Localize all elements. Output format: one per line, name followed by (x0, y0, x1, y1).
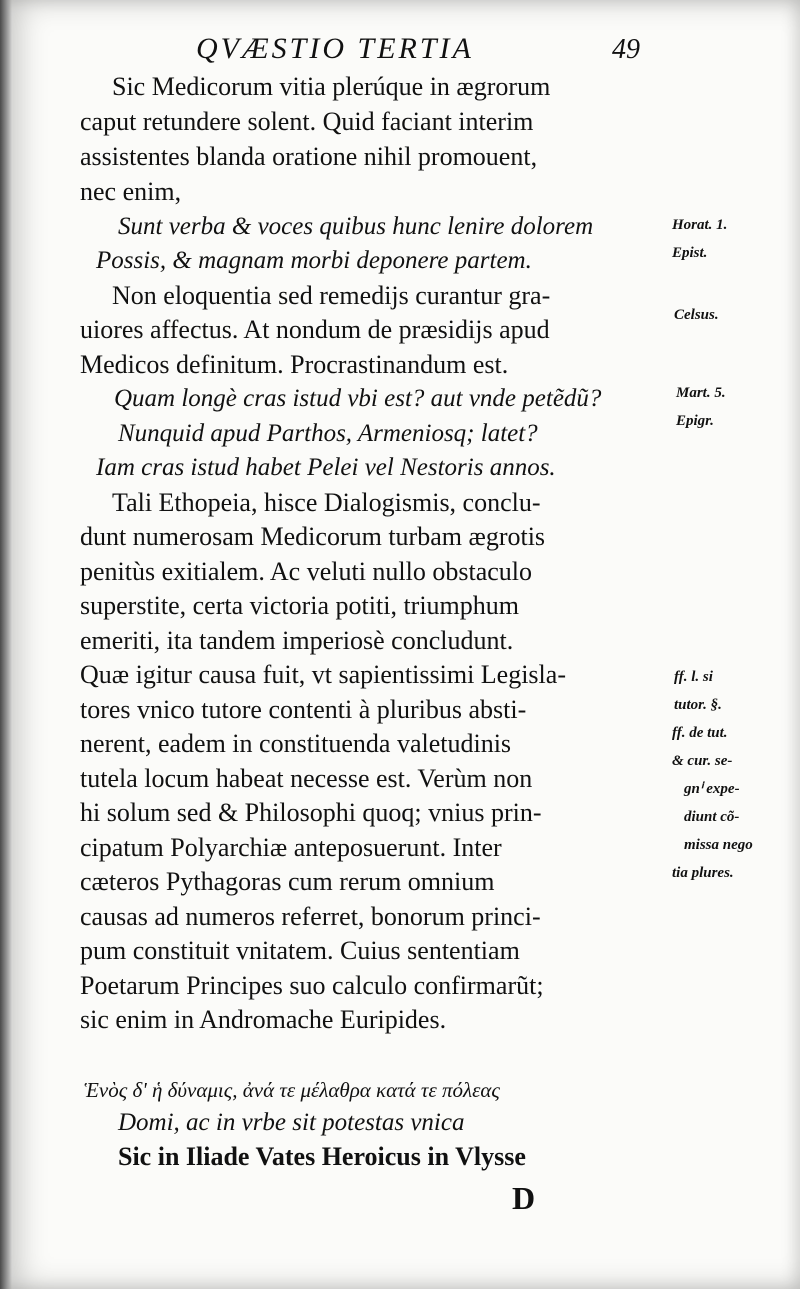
verse-line: Quam longè cras istud vbi est? aut vnde petẽdũ? (114, 385, 602, 412)
margin-note-line: Epist. (672, 245, 708, 261)
margin-note-line: Epigr. (676, 413, 714, 429)
margin-note-line: ff. l. si (674, 669, 713, 685)
body-line: tores vnico tutore contenti à pluribus absti- (80, 695, 527, 724)
body-line: nerent, eadem in constituenda valetudinis (80, 729, 512, 758)
margin-note-line: Celsus. (674, 307, 719, 323)
body-line: dunt numerosam Medicorum turbam ægrotis (80, 522, 546, 551)
verse-line: Possis, & magnam morbi deponere partem. (96, 247, 532, 274)
body-line: penitùs exitialem. Ac veluti nullo obstaculo (80, 557, 533, 586)
margin-note-line: tutor. §. (674, 697, 722, 713)
margin-note-line: Mart. 5. (676, 385, 726, 401)
body-line: hi solum sed & Philosophi quoq; vnius prin- (80, 798, 542, 827)
page-number: 49 (612, 34, 640, 65)
verse-line: Sunt verba & voces quibus hunc lenire dolorem (118, 213, 594, 240)
body-line: assistentes blanda oratione nihil promouent, (80, 142, 538, 171)
margin-note-line: Horat. 1. (672, 217, 728, 233)
body-line: cipatum Polyarchiæ anteposuerunt. Inter (80, 833, 502, 862)
body-line: causas ad numeros referret, bonorum princi- (80, 902, 541, 931)
body-line: cæteros Pythagoras cum rerum omnium (80, 867, 495, 896)
body-line: Tali Ethopeia, hisce Dialogismis, conclu- (112, 488, 541, 517)
catchword: D (512, 1180, 536, 1216)
running-header: QVÆSTIO TERTIA (196, 32, 474, 65)
body-line: Poetarum Principes suo calculo confirmarũt; (80, 971, 544, 1000)
margin-note-line: tia plures. (672, 865, 734, 881)
body-line: Sic in Iliade Vates Heroicus in Vlysse (118, 1142, 526, 1171)
margin-note-line: & cur. se- (672, 753, 733, 769)
body-line: Sic Medicorum vitia plerúque in ægrorum (112, 72, 551, 101)
margin-note-line: gnⁱ expe- (684, 781, 740, 797)
body-line: emeriti, ita tandem imperiosè concludunt. (80, 626, 514, 655)
body-line: superstite, certa victoria potiti, triumphum (80, 591, 520, 620)
body-line: tutela locum habeat necesse est. Verùm non (80, 764, 533, 793)
greek-quote-line: Ἑνὸς δ' ἡ δύναμις, ἀνά τε μέλαθρα κατά τε πόλεας (84, 1078, 500, 1102)
margin-note-line: diunt cõ- (684, 809, 740, 825)
margin-note-line: missa nego (684, 837, 753, 853)
margin-note-line: ff. de tut. (672, 725, 728, 741)
body-line: Medicos definitum. Procrastinandum est. (80, 350, 509, 379)
verse-line: Iam cras istud habet Pelei vel Nestoris annos. (96, 454, 556, 481)
verse-line: Domi, ac in vrbe sit potestas vnica (118, 1109, 465, 1136)
body-line: caput retundere solent. Quid faciant interim (80, 107, 534, 136)
body-line: pum constituit vnitatem. Cuius sententiam (80, 936, 520, 965)
body-line: Non eloquentia sed remedijs curantur gra- (112, 281, 551, 310)
body-line: uiores affectus. At nondum de præsidijs apud (80, 315, 550, 344)
body-line: nec enim, (80, 177, 182, 206)
body-line: sic enim in Andromache Euripides. (80, 1005, 447, 1034)
body-line: Quæ igitur causa fuit, vt sapientissimi Legisla- (80, 660, 566, 689)
verse-line: Nunquid apud Parthos, Armeniosq; latet? (118, 420, 538, 447)
